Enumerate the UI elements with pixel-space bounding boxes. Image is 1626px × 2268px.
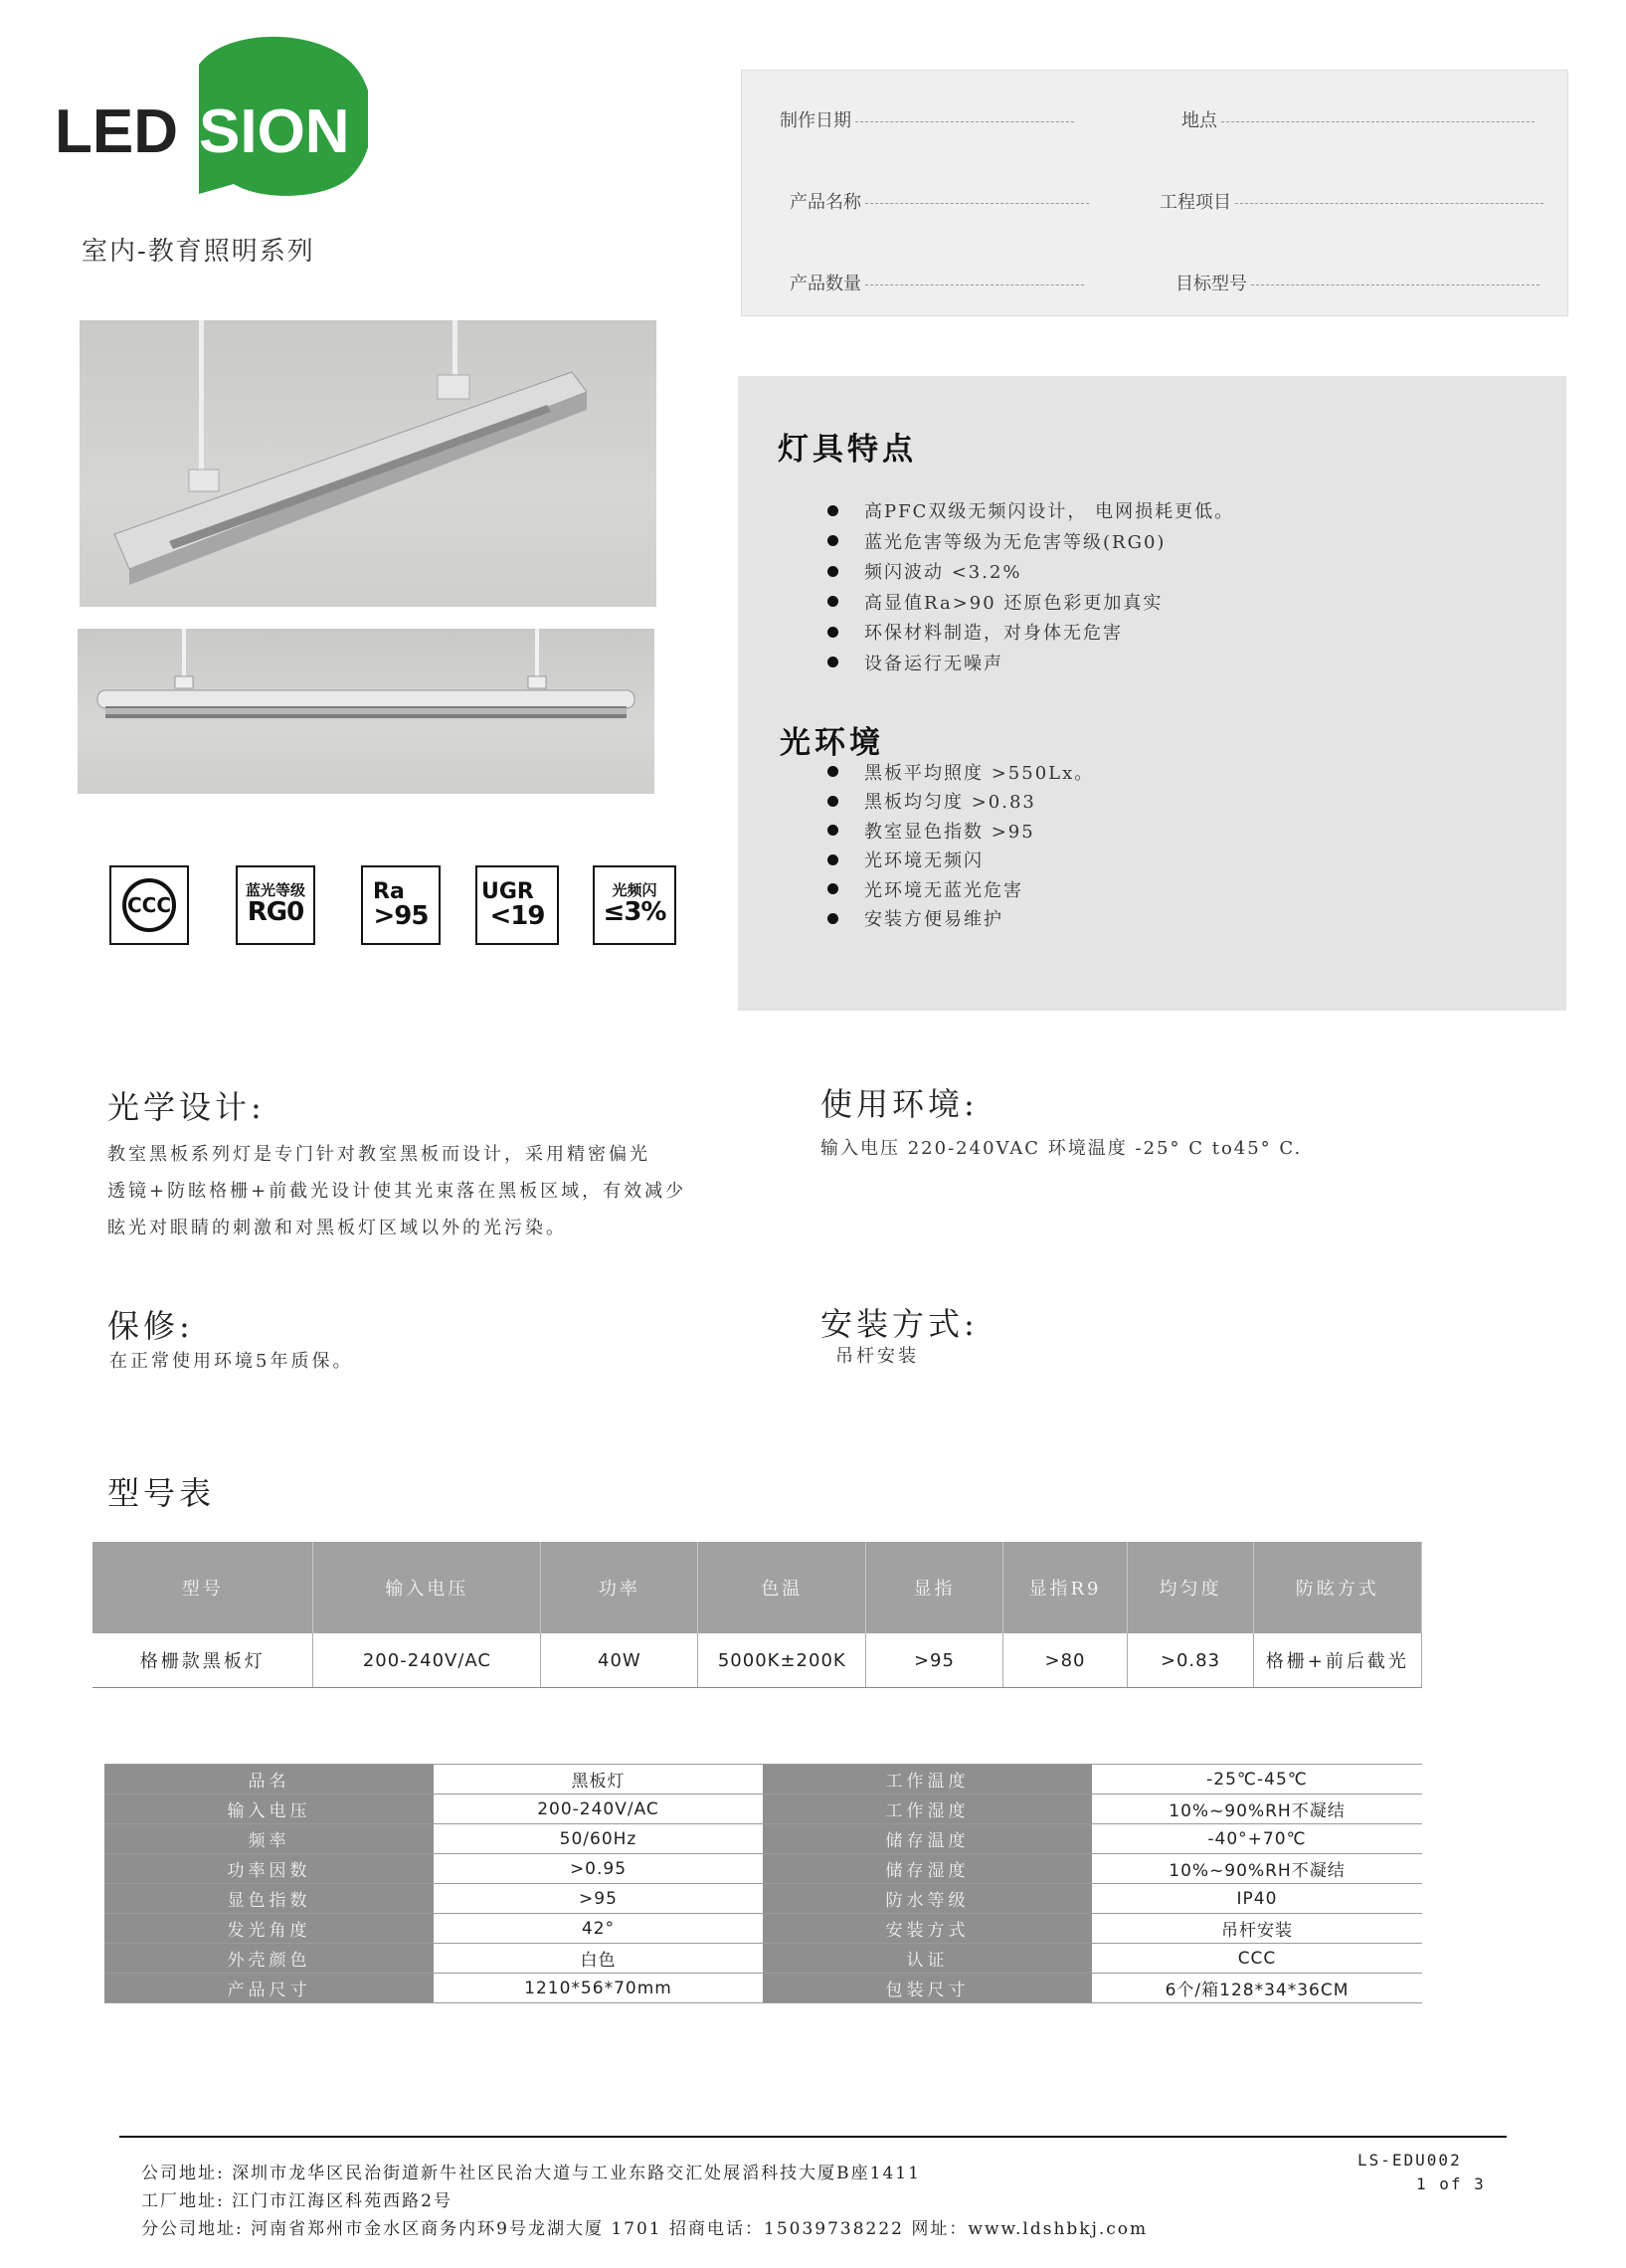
model-table-title: 型号表 (107, 1474, 216, 1512)
table-header-row: 型号 输入电压 功率 色温 显指 显指R9 均匀度 防眩方式 (92, 1542, 1422, 1633)
table-row: 产品尺寸 1210*56*70mm 包装尺寸 6个/箱128*34*36CM (104, 1974, 1422, 2003)
table-row: 发光角度 42° 安装方式 吊杆安装 (104, 1914, 1422, 1944)
table-row: 显色指数 >95 防水等级 IP40 (104, 1884, 1422, 1914)
usage-env-text: 输入电压 220-240VAC 环境温度 -25° C to45° C. (820, 1138, 1303, 1159)
product-photo-front (78, 629, 654, 794)
list-item: 频闪波动 <3.2% (827, 556, 1234, 587)
install-title: 安装方式: (820, 1305, 979, 1343)
warranty-title: 保修: (107, 1307, 194, 1345)
doc-code: LS-EDU002 (1357, 2151, 1462, 2170)
light-env-title: 光环境 (780, 725, 884, 761)
features-panel (738, 376, 1566, 1011)
ccc-icon (119, 875, 179, 935)
features-list (827, 495, 1234, 677)
ugr-rating-badge: UGR <19 (475, 865, 559, 945)
blue-light-rating-badge: 蓝光等级 RG0 (236, 865, 315, 945)
model-table (92, 1542, 1422, 1688)
features-title: 灯具特点 (778, 432, 917, 468)
table-row: 频率 50/60Hz 储存温度 -40°+70℃ (104, 1824, 1422, 1854)
light-env-list (827, 757, 1094, 933)
series-title: 室内-教育照明系列 (82, 237, 315, 267)
page-number: 1 of 3 (1416, 2174, 1486, 2193)
place-field[interactable]: 地点 (1181, 106, 1535, 132)
ledsion-logo (50, 35, 368, 204)
product-name-field[interactable]: 产品名称 (790, 188, 1089, 214)
svg-text:SION: SION (199, 97, 350, 166)
svg-text:LED: LED (55, 97, 178, 166)
spec-table (104, 1764, 1422, 2003)
list-item: 高显值Ra>90 还原色彩更加真实 (827, 587, 1234, 618)
optical-design-text: 教室黑板系列灯是专门针对教室黑板而设计，采用精密偏光 透镜+防眩格栅+前截光设计使其光束落在黑板区域，有效减少 眩光对眼睛的刺激和对黑板灯区域以外的光污染。 (107, 1144, 687, 1238)
product-photo-angle (80, 320, 656, 607)
ra-rating-badge: Ra >95 (361, 865, 441, 945)
table-row: 输入电压 200-240V/AC 工作湿度 10%~90%RH不凝结 (104, 1795, 1422, 1824)
table-row: 格栅款黑板灯 200-240V/AC 40W 5000K±200K >95 >80 >0.83 格栅+前后截光 (92, 1633, 1422, 1688)
table-row: 品名 黑板灯 工作温度 -25℃-45℃ (104, 1765, 1422, 1795)
ccc-certification-badge (109, 865, 189, 945)
footer-branch-address: 分公司地址: 河南省郑州市金水区商务内环9号龙湖大厦 1701 招商电话：15039738222 网址：www.ldshbkj.com (141, 2219, 1149, 2239)
list-item: 安装方便易维护 (827, 904, 1094, 934)
list-item: 黑板均匀度 >0.83 (827, 787, 1094, 817)
usage-env-title: 使用环境: (820, 1085, 979, 1123)
quantity-field[interactable]: 产品数量 (790, 270, 1084, 295)
list-item: 教室显色指数 >95 (827, 816, 1094, 846)
table-row: 外壳颜色 白色 认证 CCC (104, 1944, 1422, 1974)
date-field[interactable]: 制作日期 (780, 106, 1074, 132)
order-info-form (741, 70, 1568, 316)
list-item: 设备运行无噪声 (827, 648, 1234, 678)
flicker-rating-badge: 光频闪 ≤3% (593, 865, 676, 945)
target-model-field[interactable]: 目标型号 (1175, 270, 1539, 295)
svg-text:CCC: CCC (126, 893, 172, 917)
list-item: 黑板平均照度 >550Lx。 (827, 757, 1094, 787)
install-text: 吊杆安装 (835, 1346, 919, 1367)
warranty-text: 在正常使用环境5年质保。 (109, 1351, 354, 1372)
list-item: 高PFC双级无频闪设计， 电网损耗更低。 (827, 495, 1234, 526)
list-item: 环保材料制造，对身体无危害 (827, 617, 1234, 648)
list-item: 光环境无频闪 (827, 846, 1094, 875)
footer-company-address: 公司地址: 深圳市龙华区民治街道新牛社区民治大道与工业东路交汇处展滔科技大厦B座1411 (141, 2164, 921, 2183)
project-field[interactable]: 工程项目 (1160, 188, 1543, 214)
footer-factory-address: 工厂地址: 江门市江海区科苑西路2号 (141, 2191, 452, 2211)
list-item: 蓝光危害等级为无危害等级(RG0) (827, 526, 1234, 557)
list-item: 光环境无蓝光危害 (827, 874, 1094, 904)
table-row: 功率因数 >0.95 储存湿度 10%~90%RH不凝结 (104, 1854, 1422, 1884)
footer-divider (119, 2136, 1507, 2138)
optical-design-title: 光学设计: (107, 1088, 266, 1126)
